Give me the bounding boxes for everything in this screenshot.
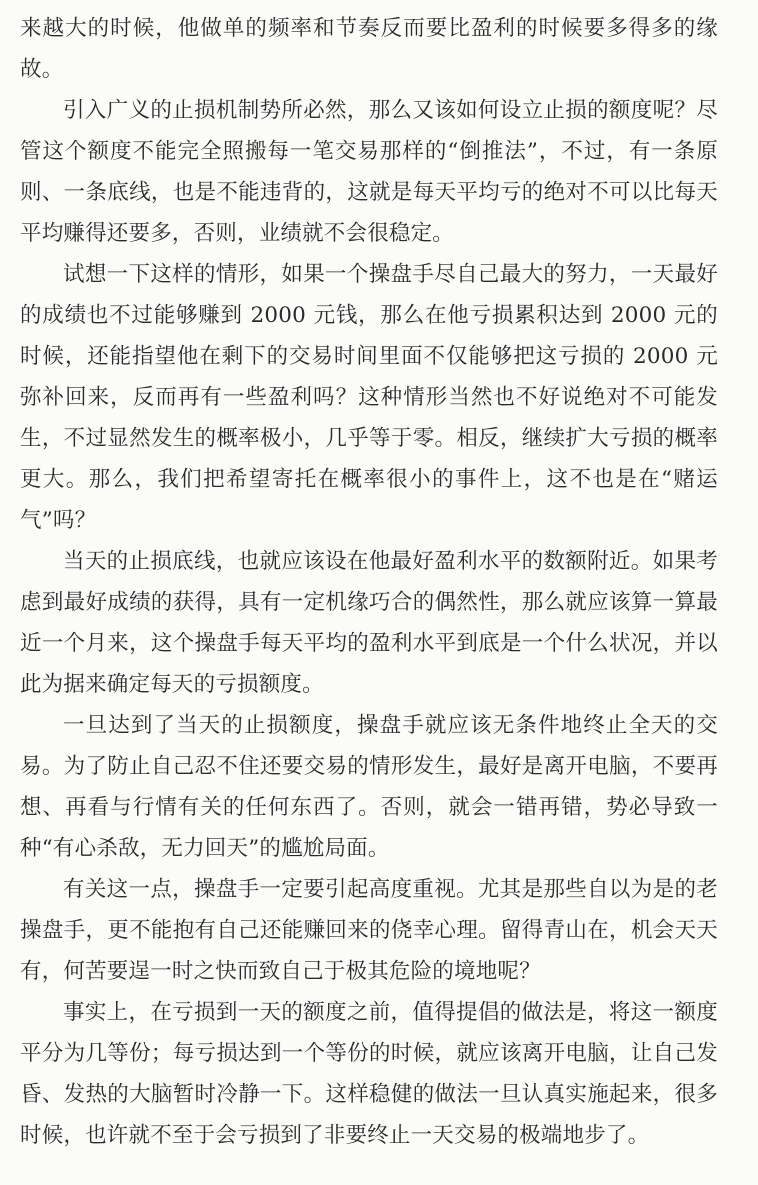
paragraph-split-quota: 事实上，在亏损到一天的额度之前，值得提倡的做法是，将这一额度平分为几等份；每亏损达到一个等份的时候，就应该离开电脑，让自己发昏、发热的大脑暂时冷静一下。这样稳健的做法一旦认真实施起来，很多时候，也许就不至于会亏损到了非要终止一天交易的极端地步了。 [20, 1000, 718, 1148]
paragraph-stop-trading: 一旦达到了当天的止损额度，操盘手就应该无条件地终止全天的交易。为了防止自己忍不住还要交易的情形发生，最好是离开电脑，不要再想、再看与行情有关的任何东西了。否则，就会一错再错，势必导致一种“有心杀敌，无力回天”的尴尬局面。 [20, 713, 718, 861]
paragraph-continuation: 来越大的时候，他做单的频率和节奏反而要比盈利的时候要多得多的缘故。 [20, 16, 718, 82]
paragraph-daily-bottom-line: 当天的止损底线，也就应该设在他最好盈利水平的数额附近。如果考虑到最好成绩的获得，具有一定机缘巧合的偶然性，那么就应该算一算最近一个月来，这个操盘手每天平均的盈利水平到底是一个什么状况，并以此为据来确定每天的亏损额度。 [20, 549, 718, 697]
paragraph-veteran-traders: 有关这一点，操盘手一定要引起高度重视。尤其是那些自以为是的老操盘手，更不能抱有自己还能赚回来的侥幸心理。留得青山在，机会天天有，何苦要逞一时之快而致自己于极其危险的境地呢？ [20, 877, 718, 984]
paragraph-scenario: 试想一下这样的情形，如果一个操盘手尽自己最大的努力，一天最好的成绩也不过能够赚到 2000 元钱，那么在他亏损累积达到 2000 元的时候，还能指望他在剩下的交易时间里面不仅能够把这亏损的 2000 元弥补回来，反而再有一些盈利吗？这种情形当然也不好说绝对不可能发生，不过显然发生的概率极小，几乎等于零。相反，继续扩大亏损的概率更大。那么，我们把希望寄托在概率很小的事件上，这不也是在“赌运气”吗？ [20, 262, 718, 533]
paragraph-stop-loss-limit: 引入广义的止损机制势所必然，那么又该如何设立止损的额度呢？尽管这个额度不能完全照搬每一笔交易那样的“倒推法”，不过，有一条原则、一条底线，也是不能违背的，这就是每天平均亏的绝对不可以比每天平均赚得还要多，否则，业绩就不会很稳定。 [20, 98, 718, 246]
